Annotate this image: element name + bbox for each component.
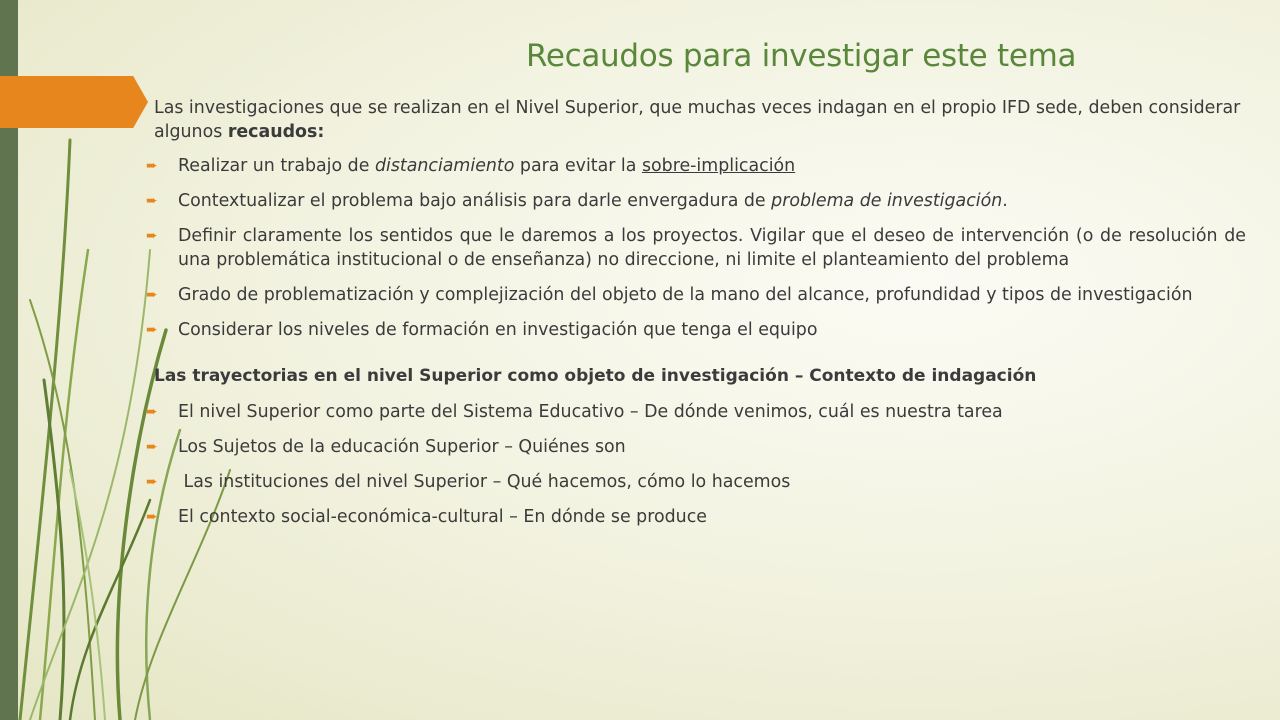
slide-title: Recaudos para investigar este tema <box>526 38 1077 74</box>
arrow-bullet-icon: ➨ <box>146 439 158 455</box>
trayectorias-list <box>146 400 1246 529</box>
emphasis-text: distanciamiento <box>374 156 515 176</box>
recaudos-list <box>146 154 1246 342</box>
arrow-bullet-icon: ➨ <box>146 322 158 338</box>
list-item: ➨ Grado de problematización y complejización del objeto de la mano del alcance, profundidad y tipos de investigación <box>146 285 1193 305</box>
arrow-bullet-icon: ➨ <box>146 193 158 209</box>
intro-text: Las investigaciones que se realizan en el Nivel Superior, que muchas veces indagan en el propio IFD sede, deben considerar algunos <box>154 98 1241 142</box>
list-item: ➨ Los Sujetos de la educación Superior – Quiénes son <box>146 437 626 457</box>
underlined-text: sobre-implicación <box>641 156 796 176</box>
intro-paragraph <box>154 96 1246 144</box>
arrow-bullet-icon: ➨ <box>146 287 158 303</box>
arrow-bullet-icon: ➨ <box>146 509 158 525</box>
intro-bold: recaudos: <box>227 122 325 142</box>
list-item: ➨ El nivel Superior como parte del Sistema Educativo – De dónde venimos, cuál es nuestra tarea <box>146 402 1003 422</box>
section-heading: Las trayectorias en el nivel Superior como objeto de investigación – Contexto de indagación <box>154 366 1037 386</box>
emphasis-text: problema de investigación <box>771 191 1003 211</box>
list-item: ➨ Definir claramente los sentidos que le daremos a los proyectos. Vigilar que el deseo de intervención (o de resolución de una problemática institucional o de enseñanza) no direccione, ni limite el planteamiento del problema <box>146 226 1246 270</box>
slide-content <box>146 96 1246 540</box>
list-item: ➨ El contexto social-económica-cultural – En dónde se produce <box>146 507 707 527</box>
arrow-bullet-icon: ➨ <box>146 228 158 244</box>
arrow-bullet-icon: ➨ <box>146 404 158 420</box>
list-item: ➨ Las instituciones del nivel Superior – Qué hacemos, cómo lo hacemos <box>146 472 791 492</box>
arrow-bullet-icon: ➨ <box>146 474 158 490</box>
list-item: ➨ Considerar los niveles de formación en investigación que tenga el equipo <box>146 320 818 340</box>
arrow-bullet-icon: ➨ <box>146 158 158 174</box>
list-item: ➨ Contextualizar el problema bajo análisis para darle envergadura de problema de investigación. <box>146 191 1008 211</box>
list-item: ➨ Realizar un trabajo de distanciamiento para evitar la sobre-implicación <box>146 156 796 176</box>
orange-accent-tab <box>0 76 148 128</box>
